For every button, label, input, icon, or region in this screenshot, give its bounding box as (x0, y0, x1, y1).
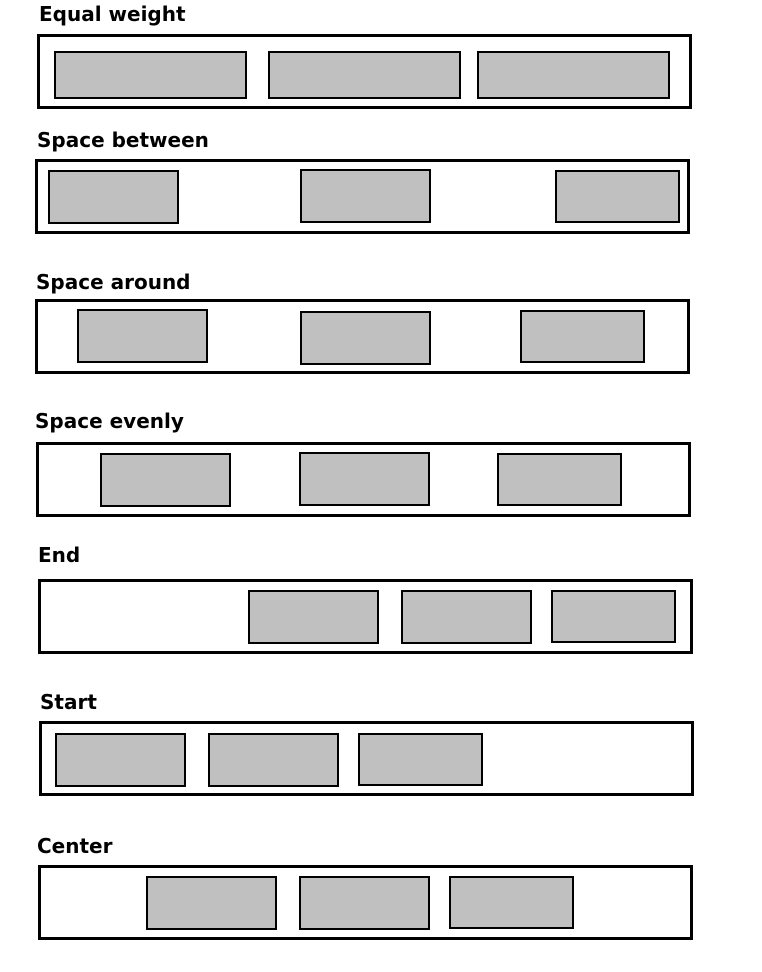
container-space-between (35, 159, 690, 234)
section-label-start: Start (40, 690, 97, 714)
container-center (38, 865, 693, 940)
section-label-space-between: Space between (37, 128, 209, 152)
item-box (208, 733, 339, 787)
item-box (55, 733, 186, 787)
item-box (268, 51, 461, 99)
item-box (358, 733, 483, 786)
item-box (449, 876, 574, 929)
item-box (100, 453, 231, 507)
container-start (39, 721, 694, 796)
item-box (54, 51, 247, 99)
item-box (300, 169, 431, 223)
item-box (146, 876, 277, 930)
container-space-around (35, 299, 690, 374)
container-space-evenly (36, 442, 691, 517)
section-label-end: End (38, 543, 81, 567)
item-box (551, 590, 676, 643)
item-box (48, 170, 179, 224)
section-label-center: Center (37, 834, 113, 858)
item-box (401, 590, 532, 644)
item-box (555, 170, 680, 223)
item-box (497, 453, 622, 506)
container-end (38, 579, 693, 654)
item-box (300, 311, 431, 365)
item-box (520, 310, 645, 363)
section-label-space-evenly: Space evenly (35, 409, 184, 433)
item-box (299, 452, 430, 506)
section-label-space-around: Space around (36, 270, 191, 294)
container-equal-weight (37, 34, 692, 109)
section-label-equal-weight: Equal weight (39, 2, 186, 26)
item-box (248, 590, 379, 644)
item-box (299, 876, 430, 930)
item-box (77, 309, 208, 363)
item-box (477, 51, 670, 99)
